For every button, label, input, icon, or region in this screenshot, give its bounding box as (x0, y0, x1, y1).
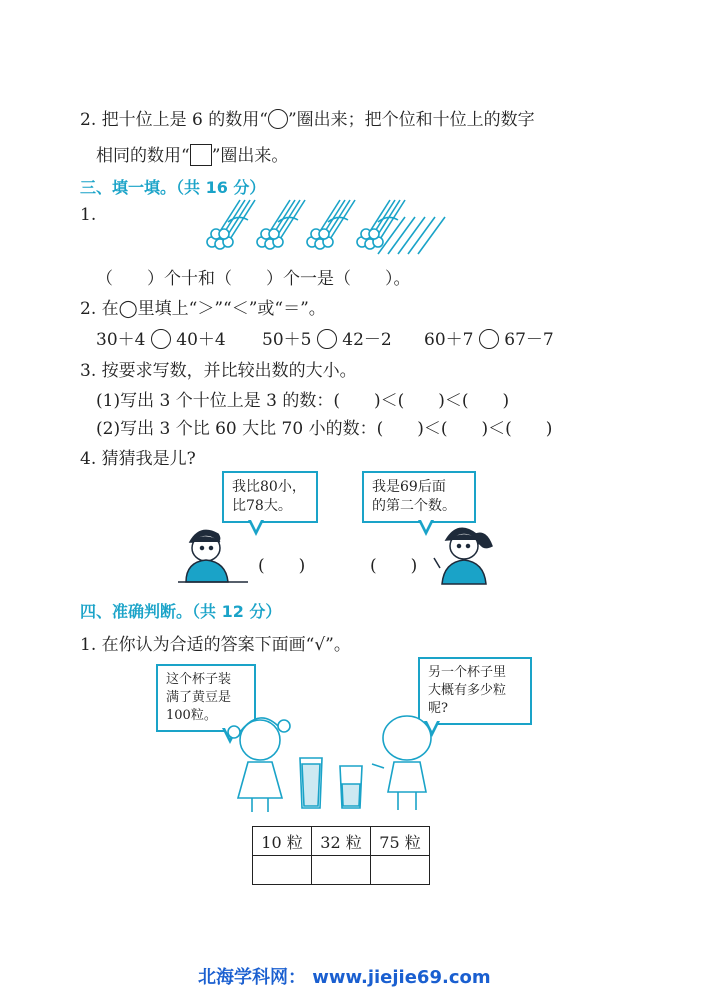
section-4-title: 四、准确判断。（共 12 分） (80, 602, 282, 621)
answer-cell[interactable] (253, 856, 312, 885)
q4-speech-bubble-right (362, 471, 476, 523)
answer-cell[interactable] (371, 856, 430, 885)
expr-right: 67－7 (504, 330, 554, 350)
bubble-line: 的第二个数。 (372, 498, 456, 514)
table-answer-row (253, 856, 430, 885)
footer-text: 北海学科网： www.jiejie69.com (198, 967, 491, 988)
item-text: 相同的数用“ (96, 146, 190, 166)
item-text: ”圈出来；把个位和十位上的数字 (287, 110, 535, 130)
single-sticks-icon (378, 217, 445, 254)
bubble-line: 我比80小， (232, 479, 306, 495)
bubble-line: 另一个杯子里 (428, 665, 507, 680)
cups-scene-illustration (222, 710, 442, 820)
q3-prompt: 3. 按要求写数，并比较出数的大小。 (80, 361, 357, 381)
q3-sub1: (1)写出 3 个十位上是 3 的数：( )＜( )＜( ) (96, 391, 510, 411)
expr-left: 50＋5 (262, 330, 312, 350)
boy-illustration (178, 524, 250, 584)
cup-full-icon (300, 758, 322, 808)
table-header-cell: 75 粒 (371, 827, 430, 856)
stick-bundles-illustration (200, 192, 460, 260)
item-text: ”圈出来。 (211, 146, 289, 166)
q1-answer-line: （ ）个十和（ ）个一是（ ）。 (96, 269, 411, 289)
bubble-line: 大概有多少粒 (428, 683, 507, 698)
table-header-cell: 10 粒 (253, 827, 312, 856)
table-header-cell: 32 粒 (312, 827, 371, 856)
q1-number: 1. (80, 205, 97, 225)
compare-circle-input[interactable] (317, 329, 337, 349)
q4-prompt: 4. 猜猜我是儿? (80, 449, 196, 469)
cup-partial-icon (340, 766, 362, 808)
bubble-line: 比78大。 (232, 498, 292, 514)
expr-right: 40＋4 (176, 330, 226, 350)
bubble-line: 我是69后面 (372, 479, 446, 495)
bubble-line: 满了黄豆是 (166, 690, 232, 705)
girl-illustration (428, 520, 500, 586)
table-header-row (253, 827, 430, 856)
circle-symbol (268, 109, 288, 129)
part2-item2-line1 (80, 105, 535, 130)
square-symbol (190, 144, 212, 166)
bundle-1-icon (207, 200, 255, 249)
bundle-3-icon (307, 200, 355, 249)
q2-expression-2 (262, 325, 392, 350)
q2-prompt: 2. 在◯里填上“＞”“＜”或“＝”。 (80, 299, 326, 319)
q4-speech-bubble-left (222, 471, 318, 523)
boy-figure-icon (372, 716, 431, 810)
q4-blank-right[interactable]: ( ) (370, 556, 418, 576)
expr-right: 42－2 (342, 330, 392, 350)
answer-cell[interactable] (312, 856, 371, 885)
bubble-line: 100粒。 (166, 708, 217, 723)
expr-left: 30＋4 (96, 330, 146, 350)
compare-circle-input[interactable] (151, 329, 171, 349)
expr-left: 60＋7 (424, 330, 474, 350)
answer-table (252, 826, 430, 885)
compare-circle-input[interactable] (479, 329, 499, 349)
bubble-tail (250, 518, 262, 530)
q3-sub2: (2)写出 3 个比 60 大比 70 小的数：( )＜( )＜( ) (96, 419, 553, 439)
section-3-title: 三、填一填。（共 16 分） (80, 178, 266, 197)
q2-expression-1 (96, 325, 226, 350)
bundle-2-icon (257, 200, 305, 249)
girl-figure-icon (228, 718, 290, 812)
q2-expression-3 (424, 325, 554, 350)
q4-blank-left[interactable]: ( ) (258, 556, 306, 576)
s4-q1-prompt: 1. 在你认为合适的答案下面画“√”。 (80, 635, 351, 655)
bubble-line: 呢? (428, 701, 448, 716)
part2-item2-line2 (96, 141, 288, 166)
item-text: 2. 把十位上是 6 的数用“ (80, 110, 268, 130)
bubble-line: 这个杯子装 (166, 672, 232, 687)
